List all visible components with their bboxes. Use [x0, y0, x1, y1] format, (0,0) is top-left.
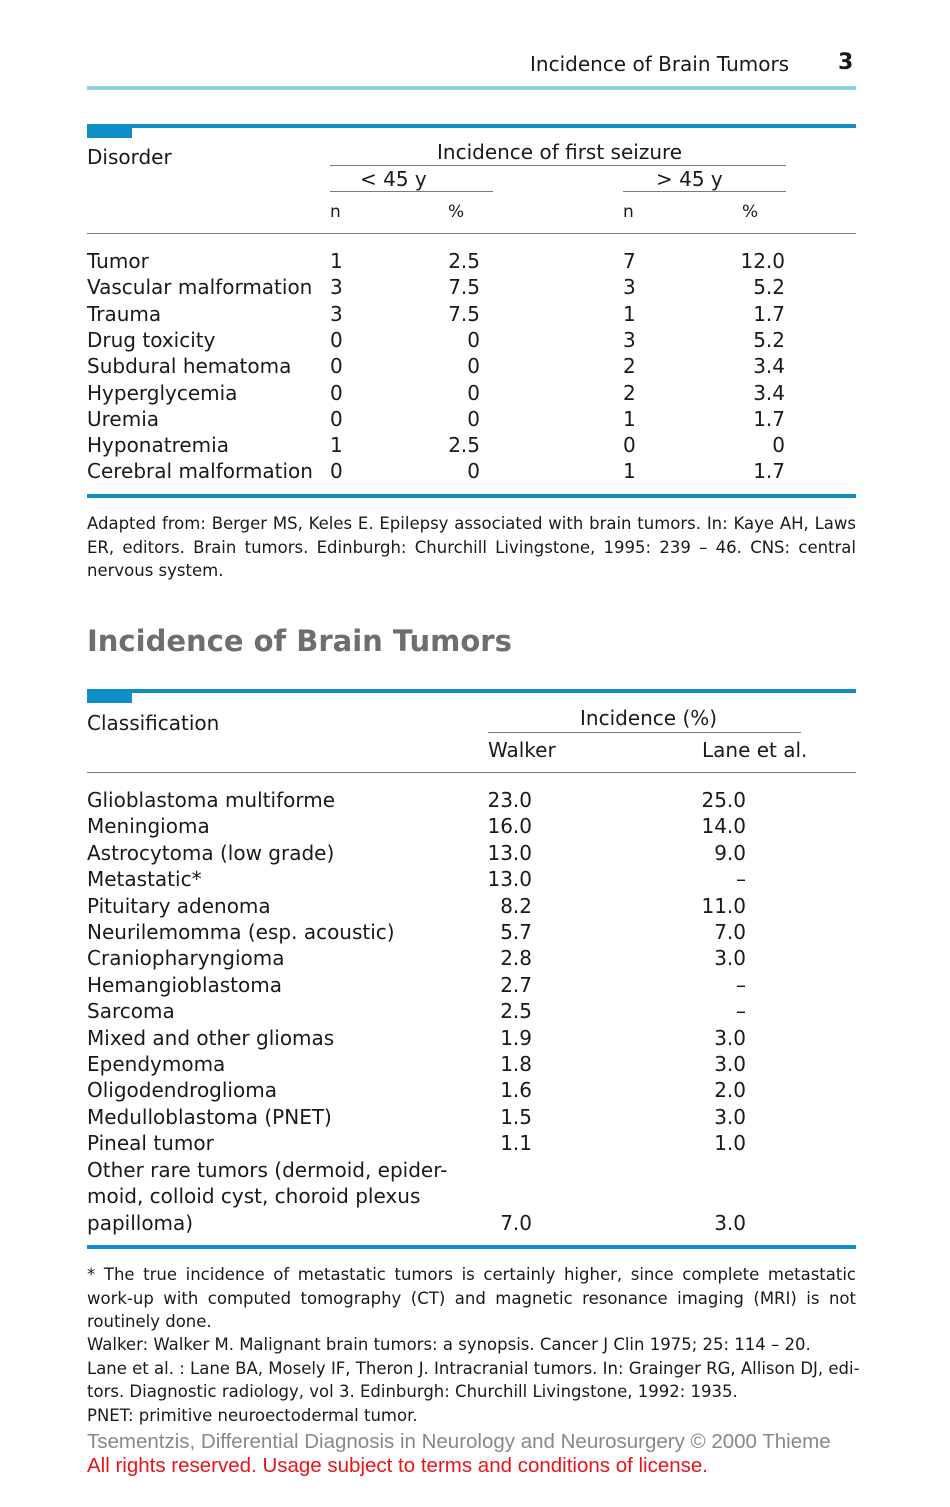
cell-classification: Pineal tumor — [87, 1131, 214, 1156]
cell-pct-under-45: 2.5 — [448, 249, 480, 273]
cell-walker: 23.0 — [487, 788, 532, 812]
table-top-rule — [87, 124, 856, 128]
cell-pct-over-45: 1.7 — [753, 406, 785, 431]
cell-n-under-45: 0 — [330, 459, 343, 484]
cell-pct-under-45: 2.5 — [448, 433, 480, 458]
cell-disorder: Hyponatremia — [87, 433, 229, 458]
cell-walker: 8.2 — [500, 893, 532, 918]
section-title: Incidence of Brain Tumors — [87, 624, 512, 658]
cell-classification: Astrocytoma (low grade) — [87, 840, 335, 865]
table-header-rule — [87, 233, 856, 234]
cell-disorder: Hyperglycemia — [87, 380, 238, 405]
cell-disorder: Uremia — [87, 406, 160, 431]
cell-classification: Mixed and other gliomas — [87, 1025, 335, 1050]
cell-pct-under-45: 0 — [467, 380, 480, 405]
cell-lane: 9.0 — [714, 840, 746, 865]
cell-n-over-45: 2 — [623, 380, 636, 405]
cell-classification: Hemangioblastoma — [87, 972, 282, 997]
table-tab-marker — [87, 692, 132, 703]
cell-lane: 25.0 — [701, 788, 746, 812]
cell-lane: – — [736, 999, 746, 1024]
cell-n-over-45: 0 — [623, 433, 636, 458]
col-header-walker: Walker — [488, 738, 556, 762]
col-header-pct-over-45: % — [742, 202, 759, 222]
cell-classification: Pituitary adenoma — [87, 893, 271, 918]
cell-n-over-45: 2 — [623, 354, 636, 379]
footnote-walker: Walker: Walker M. Malignant brain tumors: a synopsis. Cancer J Clin 1975; 25: 114 – 20. — [87, 1335, 811, 1354]
cell-walker: 2.8 — [500, 946, 532, 971]
cell-classification: Meningioma — [87, 814, 210, 839]
footnote-lane: Lane et al. : Lane BA, Mosely IF, Theron J. Intracranial tumors. In: Grainger RG, Allison DJ, edi- — [87, 1359, 860, 1378]
cell-walker: 5.7 — [500, 920, 532, 944]
cell-disorder: Cerebral malformation — [87, 459, 313, 484]
cell-classification: Oligodendroglioma — [87, 1078, 277, 1103]
row-name-line: papilloma) — [87, 1211, 194, 1235]
footnote-lane: tors. Diagnostic radiology, vol 3. Edinburgh: Churchill Livingstone, 1992: 1935. — [87, 1382, 738, 1401]
table-top-rule — [87, 689, 856, 693]
cell-n-under-45: 0 — [330, 406, 343, 431]
cell-n-under-45: 3 — [330, 301, 343, 326]
cell-pct-over-45: 12.0 — [740, 249, 785, 273]
footnote-pnet: PNET: primitive neuroectodermal tumor. — [87, 1406, 418, 1425]
cell-n-over-45: 1 — [623, 301, 636, 326]
cell-lane: 2.0 — [714, 1078, 746, 1103]
cell-lane: 3.0 — [714, 1104, 746, 1129]
col-header-n-under-45: n — [330, 202, 341, 222]
cell-pct-under-45: 0 — [467, 327, 480, 352]
cell-lane: 14.0 — [701, 814, 746, 839]
sub-header-over-45: > 45 y — [656, 167, 723, 191]
cell-classification: Ependymoma — [87, 1052, 226, 1076]
footnote-asterisk: * The true incidence of metastatic tumors is certainly higher, since complete metastatic work-up with computed tomography (CT) and magnetic resonance imaging (MRI) is not routinely done. — [87, 1265, 856, 1331]
col-header-classification: Classification — [87, 711, 220, 735]
cell-n-under-45: 1 — [330, 433, 343, 458]
cell-pct-over-45: 3.4 — [753, 354, 785, 379]
cell-disorder: Trauma — [87, 301, 162, 326]
cell-walker: 1.1 — [500, 1131, 532, 1156]
cell-pct-over-45: 5.2 — [753, 327, 785, 352]
cell-classification: Craniopharyngioma — [87, 946, 285, 971]
cell-pct-over-45: 3.4 — [753, 380, 785, 405]
cell-classification: Neurilemomma (esp. acoustic) — [87, 920, 395, 944]
cell-disorder: Subdural hematoma — [87, 354, 292, 379]
cell-n-over-45: 1 — [623, 406, 636, 431]
cell-walker: 1.8 — [500, 1052, 532, 1076]
cell-n-under-45: 0 — [330, 327, 343, 352]
cell-lane: 7.0 — [714, 920, 746, 944]
cell-pct-over-45: 1.7 — [753, 459, 785, 484]
cell-lane: – — [736, 972, 746, 997]
copyright-watermark: Tsementzis, Differential Diagnosis in Neurology and Neurosurgery © 2000 Thieme — [87, 1430, 831, 1453]
license-watermark: All rights reserved. Usage subject to terms and conditions of license. — [87, 1454, 708, 1477]
table-tab-marker — [87, 127, 132, 138]
group-header-incidence: Incidence (%) — [580, 706, 718, 730]
cell-lane: – — [736, 867, 746, 892]
cell-lane: 3.0 — [714, 1025, 746, 1050]
page-number: 3 — [838, 50, 854, 75]
cell-lane: 3.0 — [714, 1211, 746, 1235]
col-header-n-over-45: n — [623, 202, 634, 222]
cell-n-under-45: 0 — [330, 380, 343, 405]
sub-header-rule-under-45 — [330, 191, 493, 192]
cell-disorder: Drug toxicity — [87, 327, 216, 352]
cell-walker: 13.0 — [487, 840, 532, 865]
cell-walker: 2.5 — [500, 999, 532, 1024]
cell-walker: 1.9 — [500, 1025, 532, 1050]
col-header-lane: Lane et al. — [702, 738, 808, 762]
cell-disorder: Vascular malformation — [87, 275, 313, 300]
table-source-note: Adapted from: Berger MS, Keles E. Epilepsy associated with brain tumors. In: Kaye AH, Laws ER, editors. Brain tumors. Edinburgh: Churchill Livingstone, 1995: 239 – 46. CNS: central nervous system. — [87, 514, 856, 580]
row-name-line: Other rare tumors (dermoid, epider- — [87, 1158, 448, 1182]
table-bottom-rule — [87, 494, 856, 498]
sub-header-rule-over-45 — [623, 191, 786, 192]
cell-pct-over-45: 0 — [772, 433, 785, 458]
group-header-first-seizure: Incidence of first seizure — [437, 140, 683, 164]
cell-pct-under-45: 0 — [467, 406, 480, 431]
cell-classification: Glioblastoma multiforme — [87, 788, 335, 812]
cell-classification: Sarcoma — [87, 999, 175, 1024]
cell-lane: 1.0 — [714, 1131, 746, 1156]
cell-walker: 7.0 — [500, 1211, 532, 1235]
sub-header-under-45: < 45 y — [360, 167, 427, 191]
cell-n-under-45: 0 — [330, 354, 343, 379]
cell-pct-under-45: 7.5 — [448, 275, 480, 300]
cell-n-under-45: 1 — [330, 249, 343, 273]
cell-disorder: Tumor — [87, 249, 149, 273]
cell-walker: 1.5 — [500, 1104, 532, 1129]
cell-classification: Medulloblastoma (PNET) — [87, 1104, 332, 1129]
cell-lane: 3.0 — [714, 946, 746, 971]
cell-n-over-45: 3 — [623, 327, 636, 352]
cell-pct-over-45: 5.2 — [753, 275, 785, 300]
col-header-disorder: Disorder — [87, 145, 172, 169]
cell-walker: 13.0 — [487, 867, 532, 892]
cell-lane: 11.0 — [701, 893, 746, 918]
cell-walker: 2.7 — [500, 972, 532, 997]
header-rule — [87, 86, 856, 90]
cell-n-over-45: 7 — [623, 249, 636, 273]
cell-classification: Metastatic* — [87, 867, 202, 892]
table-bottom-rule — [87, 1245, 856, 1249]
cell-lane: 3.0 — [714, 1052, 746, 1076]
cell-n-over-45: 1 — [623, 459, 636, 484]
cell-pct-under-45: 7.5 — [448, 301, 480, 326]
table-header-rule — [87, 772, 856, 773]
col-header-pct-under-45: % — [448, 202, 465, 222]
cell-walker: 16.0 — [487, 814, 532, 839]
cell-walker: 1.6 — [500, 1078, 532, 1103]
cell-pct-under-45: 0 — [467, 459, 480, 484]
cell-n-under-45: 3 — [330, 275, 343, 300]
group-header-rule — [488, 732, 801, 733]
cell-n-over-45: 3 — [623, 275, 636, 300]
cell-pct-under-45: 0 — [467, 354, 480, 379]
running-header-title: Incidence of Brain Tumors — [530, 52, 790, 76]
cell-pct-over-45: 1.7 — [753, 301, 785, 326]
row-name-line: moid, colloid cyst, choroid plexus — [87, 1184, 421, 1208]
